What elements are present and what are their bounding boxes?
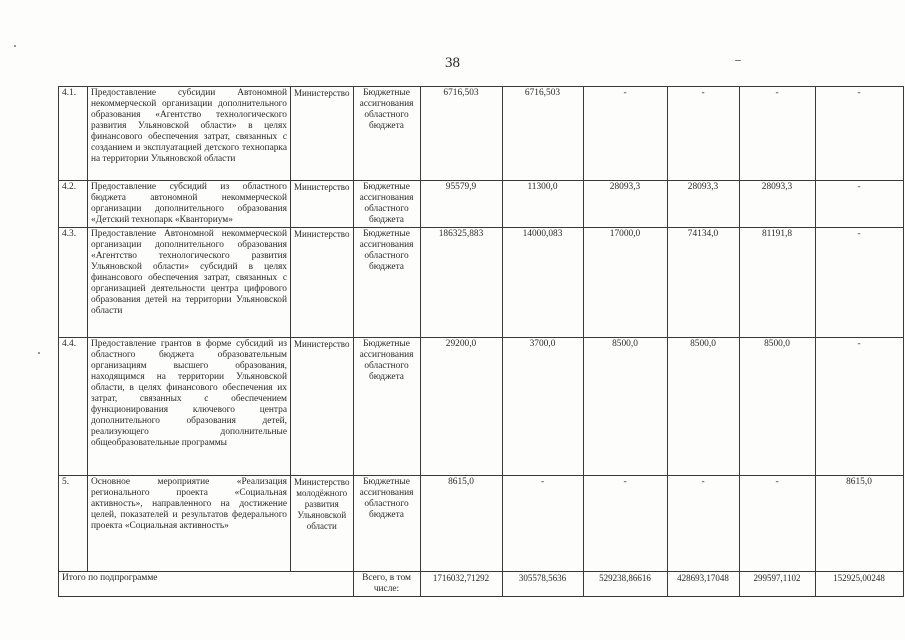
row-funding-source: Бюджетные ассигнования областного бюджета <box>353 338 420 476</box>
row-value: 8500,0 <box>583 338 667 476</box>
row-funding-source: Бюджетные ассигнования областного бюджета <box>353 476 420 572</box>
row-executor: Министерство <box>291 87 354 181</box>
row-number: 4.4. <box>59 338 88 476</box>
row-value: 28093,3 <box>583 181 667 228</box>
row-value: 14000,083 <box>502 228 583 338</box>
total-source: Всего, в том числе: <box>353 572 420 597</box>
table-row <box>59 87 904 181</box>
row-executor: Министерство <box>291 338 354 476</box>
row-value: - <box>739 87 815 181</box>
row-value: 186325,883 <box>420 228 502 338</box>
total-value: 428693,17048 <box>667 572 739 597</box>
row-description: Предоставление Автономной некоммерческой организации дополнительного образования «Агентство технологического развития Ульяновской области» субсидий в целях финансового обеспечения затрат, связанных с организацией деятельности центра цифрового образования детей на территории Ульяновской области <box>88 228 291 338</box>
scan-speck <box>735 60 741 61</box>
scan-speck <box>38 352 40 354</box>
row-value: 74134,0 <box>667 228 739 338</box>
row-value: 8500,0 <box>739 338 815 476</box>
row-description: Предоставление грантов в форме субсидий из областного бюджета образовательным организациям высшего образования, находящимся на территории Ульяновской области, в целях финансового обеспечения их затрат, связанных с обеспечением функционирования ключевого центра дополнительного образования детей, реализующего дополнительные общеобразовательные программы <box>88 338 291 476</box>
row-value: - <box>815 228 903 338</box>
row-funding-source: Бюджетные ассигнования областного бюджета <box>353 87 420 181</box>
row-value: - <box>583 476 667 572</box>
row-value: 6716,503 <box>502 87 583 181</box>
budget-table <box>58 86 904 597</box>
page-number: 38 <box>445 55 460 71</box>
total-value: 305578,5636 <box>502 572 583 597</box>
row-value: 28093,3 <box>667 181 739 228</box>
row-value: 6716,503 <box>420 87 502 181</box>
row-number: 5. <box>59 476 88 572</box>
row-executor: Министерство <box>291 181 354 228</box>
row-number: 4.2. <box>59 181 88 228</box>
row-value: 8500,0 <box>667 338 739 476</box>
table-row <box>59 476 904 572</box>
row-value: - <box>739 476 815 572</box>
row-number: 4.1. <box>59 87 88 181</box>
row-value: 95579,9 <box>420 181 502 228</box>
scan-speck <box>14 45 16 47</box>
table-row <box>59 338 904 476</box>
row-number: 4.3. <box>59 228 88 338</box>
row-executor: Министерство молодёжного развития Ульяновской области <box>291 476 354 572</box>
total-row <box>59 572 904 597</box>
row-value: 17000,0 <box>583 228 667 338</box>
total-value: 529238,86616 <box>583 572 667 597</box>
row-value: 29200,0 <box>420 338 502 476</box>
row-value: - <box>667 476 739 572</box>
row-value: 81191,8 <box>739 228 815 338</box>
row-value: 8615,0 <box>420 476 502 572</box>
row-value: 28093,3 <box>739 181 815 228</box>
row-funding-source: Бюджетные ассигнования областного бюджета <box>353 228 420 338</box>
row-description: Предоставление субсидии Автономной некоммерческой организации дополнительного образования «Агентство технологического развития Ульяновской области» в целях финансового обеспечения затрат, связанных с созданием и эксплуатацией детского технопарка на территории Ульяновской области <box>88 87 291 181</box>
table-row <box>59 181 904 228</box>
table-row <box>59 228 904 338</box>
row-description: Основное мероприятие «Реализация регионального проекта «Социальная активность», направленного на достижение целей, показателей и результатов федерального проекта «Социальная активность» <box>88 476 291 572</box>
row-value: 3700,0 <box>502 338 583 476</box>
total-value: 299597,1102 <box>739 572 815 597</box>
total-label: Итого по подпрограмме <box>59 572 354 597</box>
row-description: Предоставление субсидий из областного бюджета автономной некоммерческой организации дополнительного образования «Детский технопарк «Кванториум» <box>88 181 291 228</box>
total-value: 1716032,71292 <box>420 572 502 597</box>
row-value: - <box>815 181 903 228</box>
row-value: 11300,0 <box>502 181 583 228</box>
row-funding-source: Бюджетные ассигнования областного бюджета <box>353 181 420 228</box>
row-value: - <box>667 87 739 181</box>
row-value: 8615,0 <box>815 476 903 572</box>
row-value: - <box>583 87 667 181</box>
row-value: - <box>815 87 903 181</box>
row-value: - <box>815 338 903 476</box>
total-value: 152925,00248 <box>815 572 903 597</box>
row-value: - <box>502 476 583 572</box>
row-executor: Министерство <box>291 228 354 338</box>
